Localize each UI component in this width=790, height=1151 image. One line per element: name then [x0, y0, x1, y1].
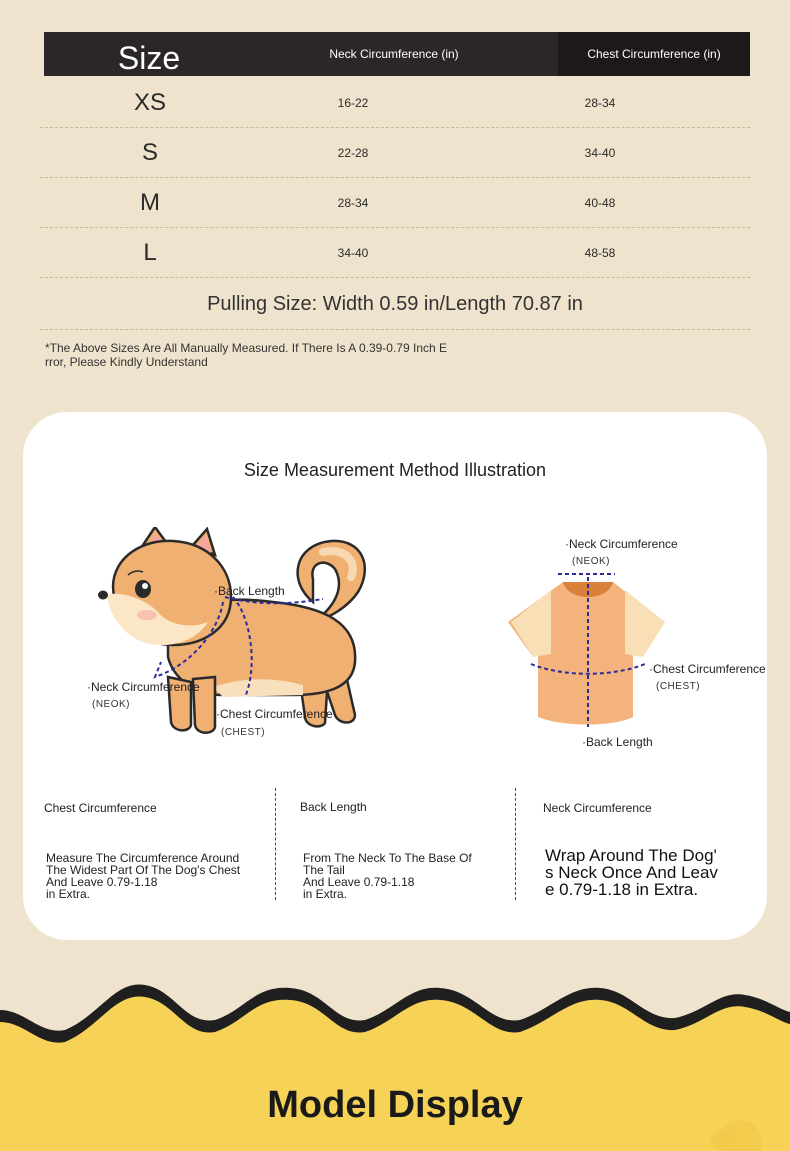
row-neck: 16-22 — [337, 96, 369, 110]
dog-chest-sub-label: (CHEST) — [221, 727, 266, 738]
pulling-size: Pulling Size: Width 0.59 in/Length 70.87 in — [40, 278, 750, 330]
table-row — [40, 78, 750, 128]
header-chest: Chest Circumference (in) — [587, 47, 721, 61]
neck-column-title: Neck Circumference — [543, 801, 652, 815]
row-neck: 22-28 — [337, 146, 369, 160]
desc-line: e 0.79-1.18 in Extra. — [545, 880, 699, 899]
row-neck: 28-34 — [337, 196, 369, 210]
desc-line: And Leave 0.79-1.18 — [46, 875, 158, 889]
model-display-title: Model Display — [267, 1084, 523, 1126]
back-column-desc — [303, 852, 472, 900]
row-chest: 34-40 — [584, 146, 616, 160]
neck-column-desc — [545, 847, 745, 898]
desc-line: in Extra. — [46, 887, 91, 901]
row-size: S — [141, 139, 158, 166]
column-divider — [275, 788, 276, 900]
desc-line: Measure The Circumference Around — [46, 851, 240, 865]
shirt-neck-label: ·Neck Circumference — [565, 537, 678, 551]
row-size: XS — [133, 89, 166, 116]
dog-back-length-label: ·Back Length — [214, 584, 285, 598]
column-divider — [515, 788, 516, 900]
row-size: M — [140, 189, 160, 216]
desc-line: From The Neck To The Base Of — [303, 851, 472, 865]
chest-column-title: Chest Circumference — [44, 801, 157, 815]
shirt-illustration — [503, 562, 673, 732]
size-table-header — [44, 32, 750, 76]
desc-line: in Extra. — [303, 887, 348, 901]
note-line: rror, Please Kindly Understand — [45, 355, 208, 369]
desc-line: The Tail — [303, 863, 345, 877]
table-row — [40, 128, 750, 178]
shirt-chest-label: ·Chest Circumference — [649, 662, 766, 676]
dog-neck-label: ·Neck Circumference — [87, 680, 200, 694]
dog-neck-sub-label: (NEOK) — [92, 699, 130, 710]
table-row — [40, 178, 750, 228]
card-title: Size Measurement Method Illustration — [243, 460, 547, 480]
header-neck: Neck Circumference (in) — [329, 47, 459, 61]
row-chest: 40-48 — [584, 196, 616, 210]
desc-line: The Widest Part Of The Dog's Chest — [46, 863, 241, 877]
shirt-back-label: ·Back Length — [582, 735, 653, 749]
row-chest: 48-58 — [584, 246, 616, 260]
desc-line: Wrap Around The Dog' — [545, 846, 717, 865]
chest-column-desc — [46, 852, 240, 900]
row-chest: 28-34 — [584, 96, 616, 110]
desc-line: And Leave 0.79-1.18 — [303, 875, 415, 889]
row-size: L — [143, 239, 157, 266]
desc-line: s Neck Once And Leav — [545, 863, 718, 882]
back-column-title: Back Length — [300, 800, 367, 814]
shirt-chest-sub-label: (CHEST) — [656, 681, 701, 692]
dog-chest-label: ·Chest Circumference — [216, 707, 333, 721]
measurement-note — [45, 341, 475, 369]
table-row — [40, 228, 750, 278]
header-size: Size — [117, 40, 181, 76]
shirt-neck-sub-label: (NEOK) — [572, 556, 610, 567]
note-line: *The Above Sizes Are All Manually Measured. If There Is A 0.39-0.79 Inch E — [45, 341, 448, 355]
measurement-card — [23, 412, 767, 940]
row-neck: 34-40 — [337, 246, 369, 260]
